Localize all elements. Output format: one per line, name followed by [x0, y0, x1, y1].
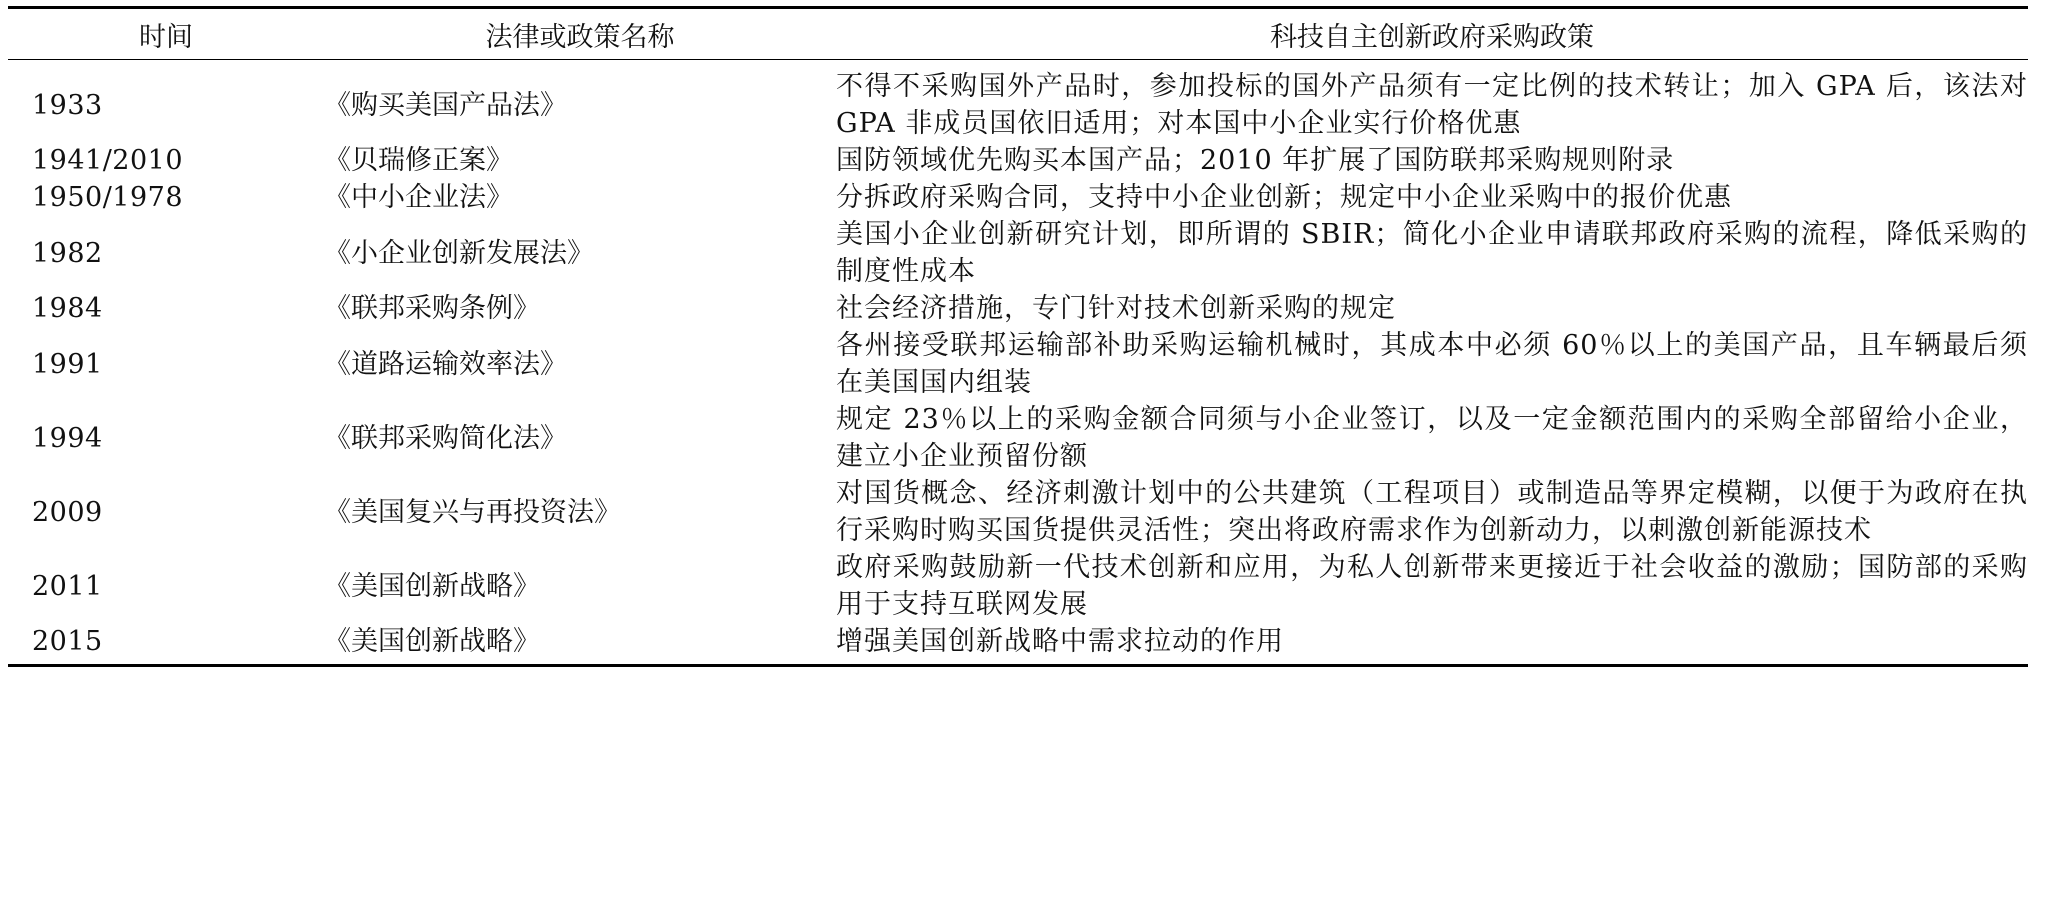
table-row [8, 142, 2028, 179]
table-row [8, 216, 2028, 290]
year-cell: 1982 [32, 237, 103, 269]
law-cell: 《美国创新战略》 [324, 626, 540, 657]
table-row [8, 290, 2028, 327]
policy-cell: 政府采购鼓励新一代技术创新和应用，为私人创新带来更接近于社会收益的激励；国防部的采购用于支持互联网发展 [836, 552, 2028, 620]
table-row [8, 60, 2028, 143]
year-cell: 1994 [32, 422, 103, 454]
table-row [8, 623, 2028, 666]
policy-cell: 增强美国创新战略中需求拉动的作用 [836, 626, 1284, 657]
law-cell: 《联邦采购条例》 [324, 293, 540, 324]
year-cell: 1941/2010 [32, 145, 184, 176]
year-cell: 1991 [32, 348, 103, 380]
table-row [8, 401, 2028, 475]
law-cell: 《联邦采购简化法》 [324, 422, 567, 454]
year-cell: 2009 [32, 496, 103, 528]
year-cell: 1984 [32, 293, 103, 324]
policy-cell: 对国货概念、经济刺激计划中的公共建筑（工程项目）或制造品等界定模糊，以便于为政府在执行采购时购买国货提供灵活性；突出将政府需求作为创新动力，以刺激创新能源技术 [836, 478, 2028, 546]
table-row [8, 549, 2028, 623]
policy-cell: 国防领域优先购买本国产品；2010 年扩展了国防联邦采购规则附录 [836, 145, 1675, 176]
year-cell: 1950/1978 [32, 182, 184, 213]
header-time: 时间 [139, 21, 193, 53]
year-cell: 2015 [32, 626, 103, 657]
law-cell: 《中小企业法》 [324, 182, 513, 213]
table-row [8, 475, 2028, 549]
policy-cell: 分拆政府采购合同，支持中小企业创新；规定中小企业采购中的报价优惠 [836, 182, 1732, 213]
header-row [8, 8, 2028, 60]
table-header [8, 8, 2028, 60]
policy-table-container [8, 6, 2028, 667]
law-cell: 《美国创新战略》 [324, 570, 540, 602]
policy-cell: 规定 23％以上的采购金额合同须与小企业签订，以及一定金额范围内的采购全部留给小企业，建立小企业预留份额 [836, 404, 2028, 472]
year-cell: 2011 [32, 570, 103, 602]
table-row [8, 327, 2028, 401]
policy-cell: 美国小企业创新研究计划，即所谓的 SBIR；简化小企业申请联邦政府采购的流程，降低采购的制度性成本 [836, 219, 2028, 287]
law-cell: 《贝瑞修正案》 [324, 145, 513, 176]
year-cell: 1933 [32, 89, 103, 121]
law-cell: 《道路运输效率法》 [324, 348, 567, 380]
law-cell: 《购买美国产品法》 [324, 89, 567, 121]
policy-cell: 社会经济措施，专门针对技术创新采购的规定 [836, 293, 1396, 324]
law-cell: 《美国复兴与再投资法》 [324, 496, 621, 528]
header-policy: 科技自主创新政府采购政策 [1270, 21, 1594, 53]
header-law-name: 法律或政策名称 [485, 21, 675, 53]
table-row [8, 179, 2028, 216]
policy-cell: 各州接受联邦运输部补助采购运输机械时，其成本中必须 60％以上的美国产品，且车辆最后须在美国国内组装 [836, 330, 2028, 398]
table-body [8, 60, 2028, 666]
policy-cell: 不得不采购国外产品时，参加投标的国外产品须有一定比例的技术转让；加入 GPA 后，该法对 GPA 非成员国依旧适用；对本国中小企业实行价格优惠 [836, 71, 2028, 139]
policy-table [8, 6, 2028, 667]
law-cell: 《小企业创新发展法》 [324, 237, 594, 269]
